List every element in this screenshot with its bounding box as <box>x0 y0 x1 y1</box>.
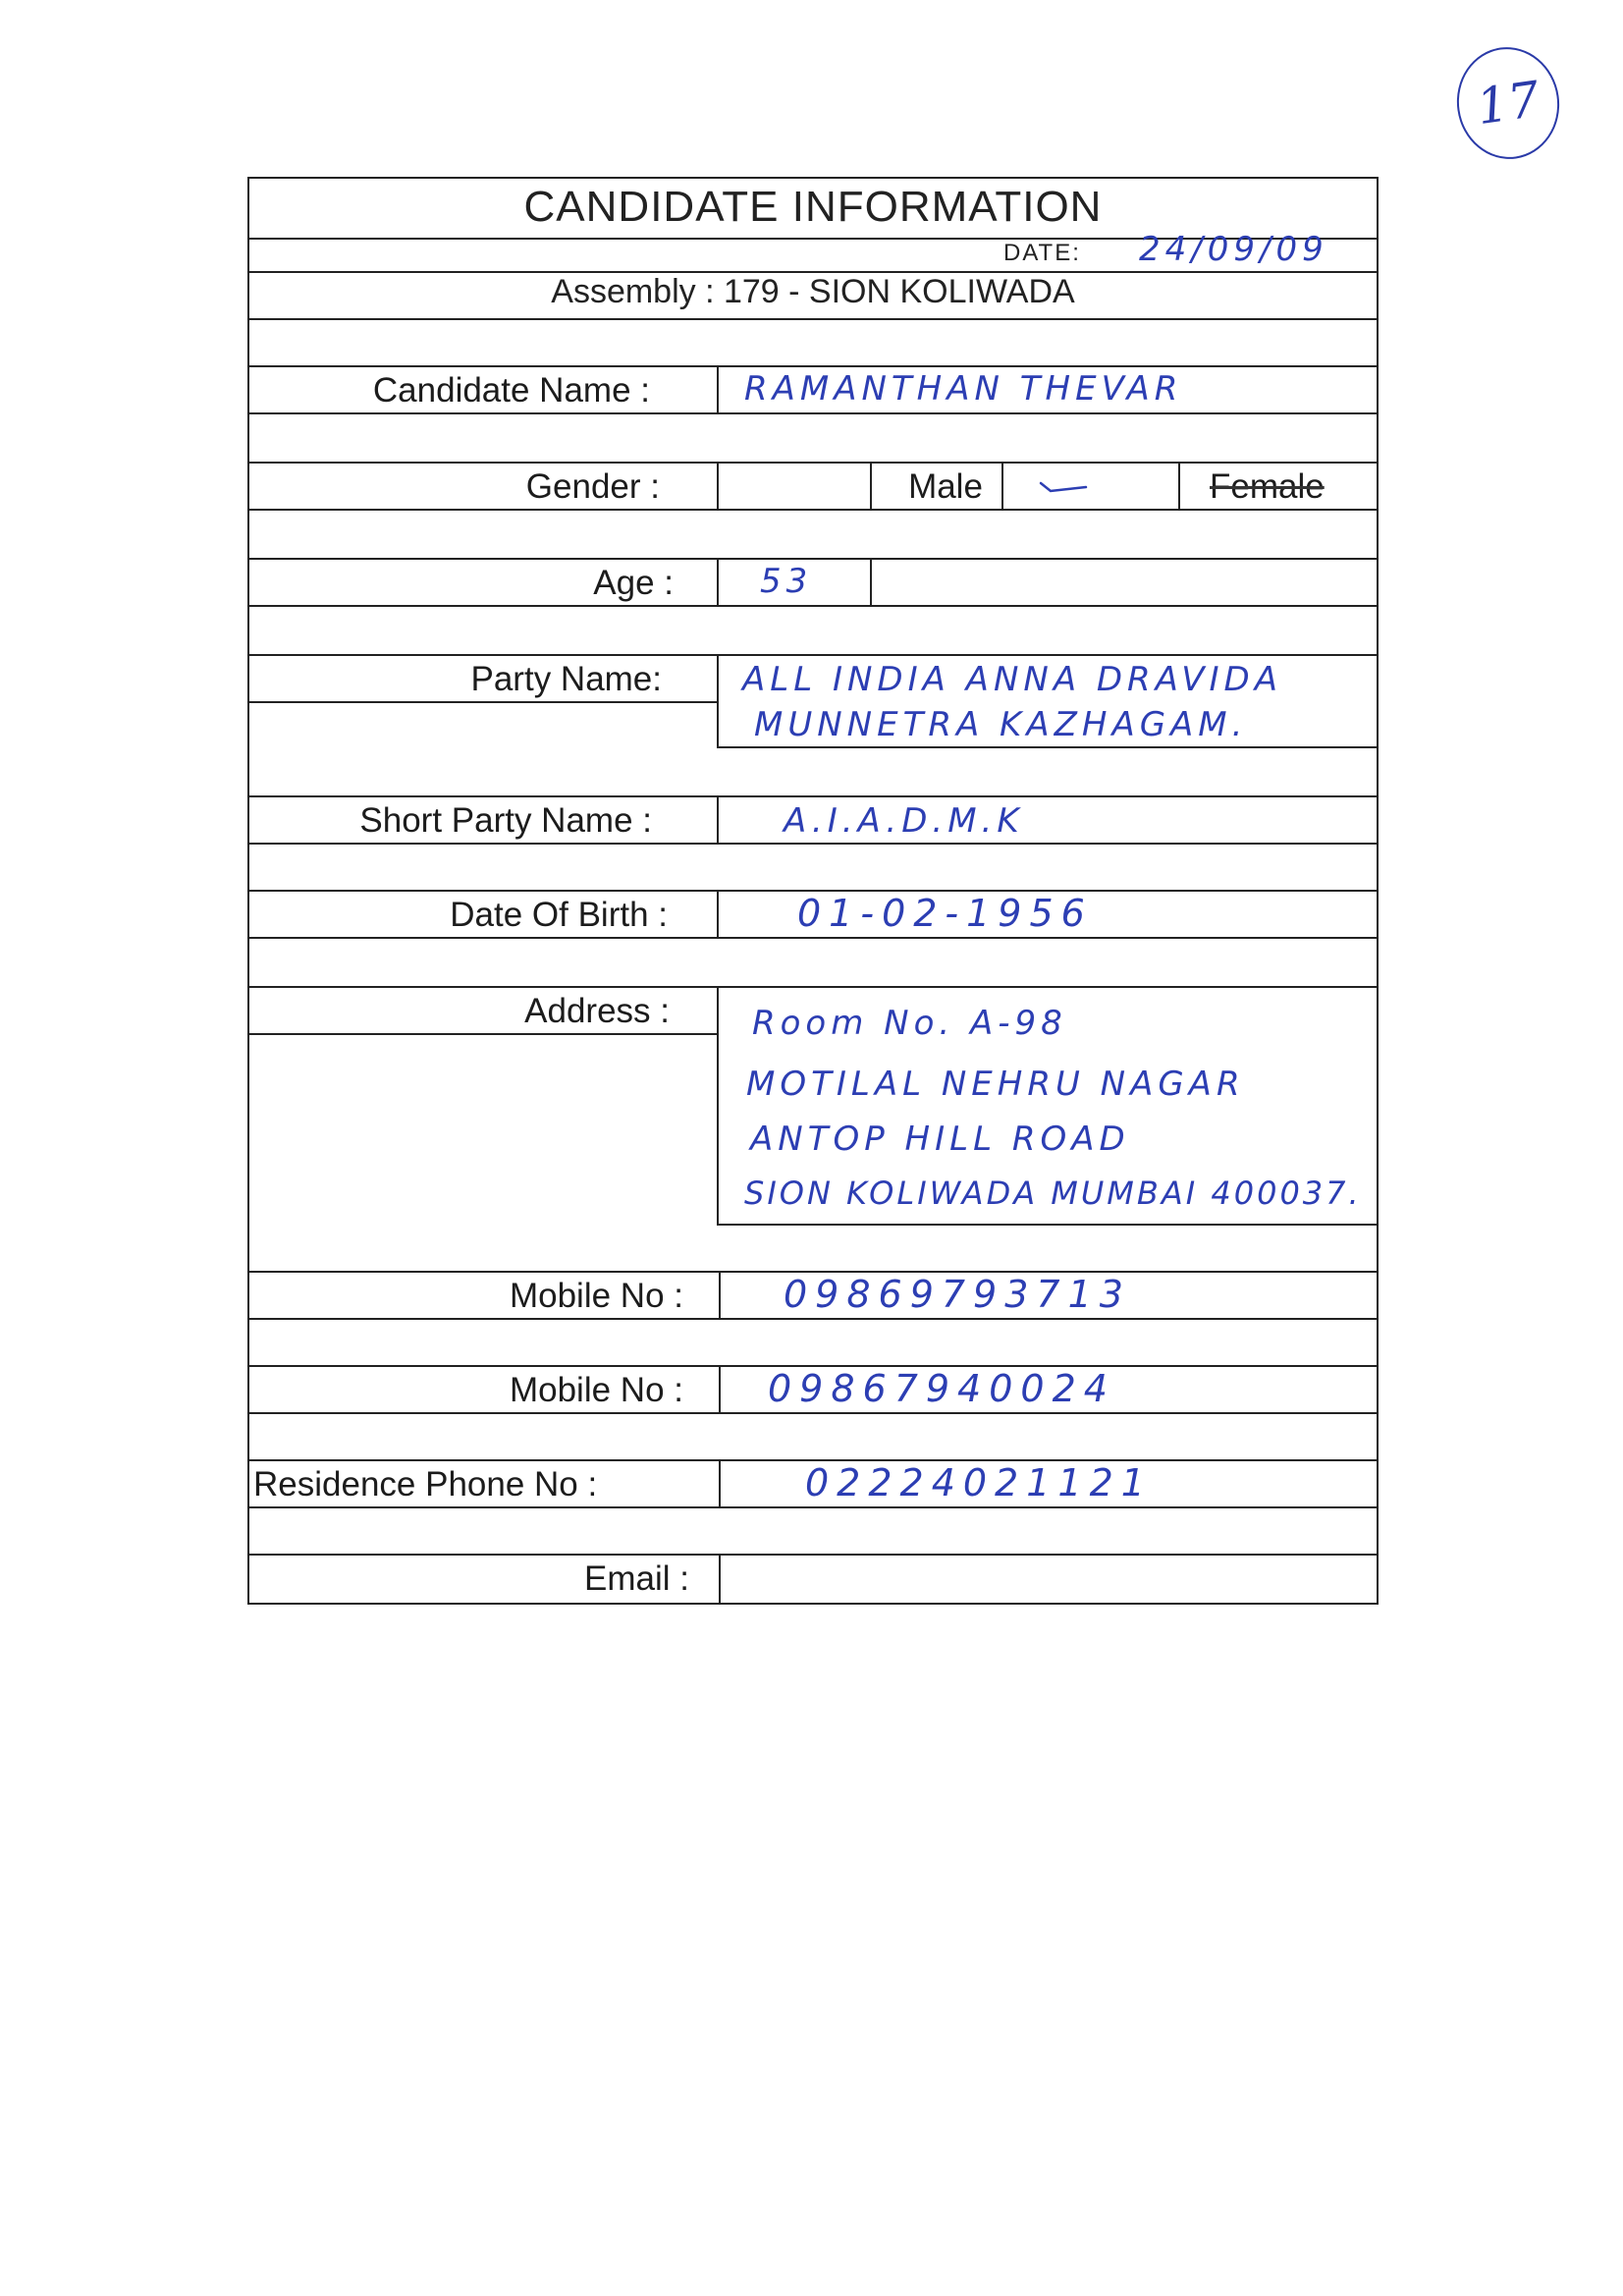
col-divider <box>870 558 872 605</box>
candidate-information-form <box>247 177 1379 1605</box>
address-line1: Room No. A-98 <box>752 1004 1067 1043</box>
candidate-name-value: RAMANTHAN THEVAR <box>744 369 1183 409</box>
age-label: Age : <box>593 564 674 602</box>
address-line4: SION KOLIWADA MUMBAI 400037. <box>744 1175 1362 1212</box>
address-label: Address : <box>524 992 670 1030</box>
row-divider <box>247 509 1379 511</box>
party-name-label: Party Name: <box>470 660 662 698</box>
col-divider <box>717 795 719 843</box>
col-divider <box>719 1271 721 1318</box>
short-party-name-value: A.I.A.D.M.K <box>784 801 1024 841</box>
row-divider <box>247 1412 1379 1414</box>
row-divider <box>717 746 1379 748</box>
mobile-1-label: Mobile No : <box>509 1277 683 1315</box>
row-divider <box>717 1224 1379 1226</box>
candidate-name-label: Candidate Name : <box>372 371 650 410</box>
row-divider <box>247 462 1379 464</box>
row-divider <box>247 937 1379 939</box>
mobile-1-value: 09869793713 <box>784 1273 1131 1316</box>
form-border-top <box>247 177 1379 179</box>
mobile-2-label: Mobile No : <box>509 1371 683 1409</box>
col-divider <box>717 654 719 748</box>
assembly-text: Assembly : 179 - SION KOLIWADA <box>551 273 1075 310</box>
date-label: DATE: <box>1003 240 1081 266</box>
row-divider <box>247 843 1379 845</box>
col-divider <box>719 1365 721 1412</box>
age-value: 53 <box>760 562 813 601</box>
date-of-birth-label: Date Of Birth : <box>450 896 668 934</box>
residence-phone-value: 02224021121 <box>805 1461 1153 1504</box>
col-divider <box>719 1554 721 1605</box>
male-checkmark-icon <box>1039 477 1088 495</box>
row-divider <box>247 654 1379 656</box>
form-border-bottom <box>247 1603 1379 1605</box>
col-divider <box>717 365 719 412</box>
address-line3: ANTOP HILL ROAD <box>750 1120 1130 1159</box>
row-divider <box>247 605 1379 607</box>
gender-label: Gender : <box>525 467 660 506</box>
col-divider <box>717 890 719 937</box>
party-name-line1: ALL INDIA ANNA DRAVIDA <box>742 660 1282 699</box>
col-divider <box>717 462 719 509</box>
row-divider <box>247 795 1379 797</box>
residence-phone-label: Residence Phone No : <box>253 1465 598 1503</box>
row-divider <box>247 701 717 703</box>
col-divider <box>1178 462 1180 509</box>
date-of-birth-value: 01-02-1956 <box>797 892 1093 935</box>
page-number: 17 <box>1473 70 1543 137</box>
mobile-2-value: 09867940024 <box>768 1367 1115 1410</box>
form-title: CANDIDATE INFORMATION <box>523 183 1103 231</box>
row-divider <box>247 412 1379 414</box>
col-divider <box>717 986 719 1226</box>
row-divider <box>247 365 1379 367</box>
col-divider <box>719 1459 721 1506</box>
address-line2: MOTILAL NEHRU NAGAR <box>746 1065 1245 1104</box>
date-value: 24/09/09 <box>1139 230 1328 269</box>
col-divider <box>1001 462 1003 509</box>
female-label: Female <box>1210 467 1325 506</box>
row-divider <box>247 986 1379 988</box>
party-name-line2: MUNNETRA KAZHAGAM. <box>754 705 1248 744</box>
short-party-name-label: Short Party Name : <box>359 801 652 840</box>
male-label: Male <box>908 467 983 506</box>
row-divider <box>247 1033 717 1035</box>
row-divider <box>247 1506 1379 1508</box>
page-number-stamp <box>1450 40 1567 165</box>
email-label: Email : <box>584 1559 689 1598</box>
col-divider <box>717 558 719 605</box>
row-divider <box>247 1318 1379 1320</box>
row-divider <box>247 1554 1379 1556</box>
age-box-top <box>717 558 872 560</box>
row-divider <box>247 318 1379 320</box>
